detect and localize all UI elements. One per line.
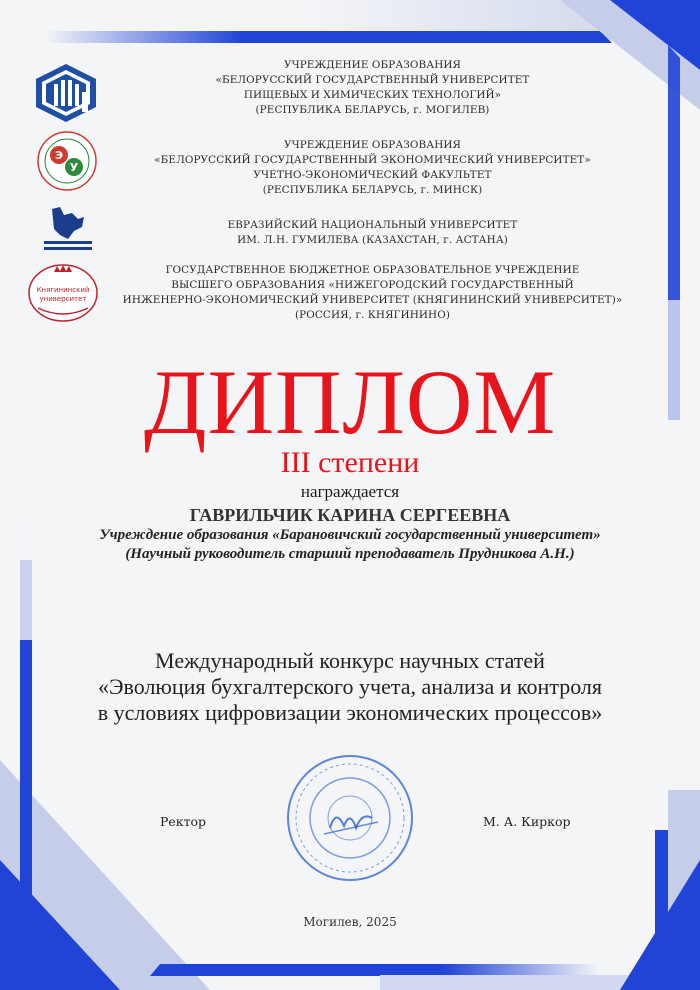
- header-line: «БЕЛОРУССКИЙ ГОСУДАРСТВЕННЫЙ УНИВЕРСИТЕТ: [215, 74, 530, 86]
- enu-logo: [38, 205, 98, 253]
- header-line: УЧРЕЖДЕНИЕ ОБРАЗОВАНИЯ: [283, 59, 462, 71]
- bgeu-logo: [36, 130, 98, 192]
- supervisor-line: (Научный руководитель старший преподаватель Прудникова А.Н.): [125, 546, 575, 562]
- header-line: ПИЩЕВЫХ И ХИМИЧЕСКИХ ТЕХНОЛОГИЙ»: [243, 89, 502, 101]
- header-line: ИМ. Л.Н. ГУМИЛЕВА (КАЗАХСТАН, г. АСТАНА): [237, 234, 508, 246]
- header-line: (РЕСПУБЛИКА БЕЛАРУСЬ, г. МИНСК): [262, 184, 483, 196]
- header-line: ЕВРАЗИЙСКИЙ НАЦИОНАЛЬНЫЙ УНИВЕРСИТЕТ: [227, 219, 518, 231]
- header-line: УЧРЕЖДЕНИЕ ОБРАЗОВАНИЯ: [283, 139, 462, 151]
- official-stamp-icon: [280, 748, 420, 888]
- diploma-degree: III степени: [280, 446, 420, 479]
- header-institution-3: [105, 218, 640, 248]
- header-line: УЧЕТНО-ЭКОНОМИЧЕСКИЙ ФАКУЛЬТЕТ: [253, 169, 492, 181]
- header-line: (РЕСПУБЛИКА БЕЛАРУСЬ, г. МОГИЛЕВ): [255, 104, 490, 116]
- bgutkhp-logo: [32, 62, 100, 124]
- signature-icon: [330, 816, 372, 828]
- recipient-name: ГАВРИЛЬЧИК КАРИНА СЕРГЕЕВНА: [189, 505, 511, 525]
- header-institution-2: [105, 138, 640, 198]
- city-year: Могилев, 2025: [303, 915, 397, 929]
- top-stripe-dark: [45, 31, 612, 43]
- contest-line: Международный конкурс научных статей: [155, 648, 545, 673]
- contest-block: [0, 648, 700, 726]
- bgeu-logo-letter-e: Э: [54, 149, 64, 162]
- header-institution-1: [105, 58, 640, 118]
- bgeu-logo-letter-u: У: [69, 161, 79, 174]
- bottom-stripe-dark: [150, 964, 600, 976]
- contest-line: «Эволюция бухгалтерского учета, анализа и контроля: [97, 674, 603, 699]
- header-line: ГОСУДАРСТВЕННОЕ БЮДЖЕТНОЕ ОБРАЗОВАТЕЛЬНОЕ УЧРЕЖДЕНИЕ: [165, 264, 580, 276]
- header-line: «БЕЛОРУССКИЙ ГОСУДАРСТВЕННЫЙ ЭКОНОМИЧЕСКИЙ УНИВЕРСИТЕТ»: [154, 154, 591, 166]
- rector-name: М. А. Киркор: [483, 814, 571, 829]
- knyaginino-logo-text-1: Княгининский: [36, 286, 90, 294]
- knyaginino-logo: [26, 262, 100, 324]
- header-institution-4: [105, 263, 640, 323]
- awarded-label: награждается: [300, 482, 400, 501]
- contest-line: в условиях цифровизации экономических процессов»: [97, 700, 603, 725]
- diploma-title: ДИПЛОМ: [143, 351, 557, 453]
- rector-label: Ректор: [160, 814, 207, 829]
- header-line: (РОССИЯ, г. КНЯГИНИНО): [295, 309, 450, 321]
- header-line: ВЫСШЕГО ОБРАЗОВАНИЯ «НИЖЕГОРОДСКИЙ ГОСУДАРСТВЕННЫЙ: [171, 279, 574, 291]
- knyaginino-logo-text-2: университет: [39, 295, 87, 303]
- header-line: ИНЖЕНЕРНО-ЭКОНОМИЧЕСКИЙ УНИВЕРСИТЕТ (КНЯГИНИНСКИЙ УНИВЕРСИТЕТ)»: [122, 294, 623, 306]
- recipient-institution: Учреждение образования «Барановичский государственный университет»: [99, 527, 601, 543]
